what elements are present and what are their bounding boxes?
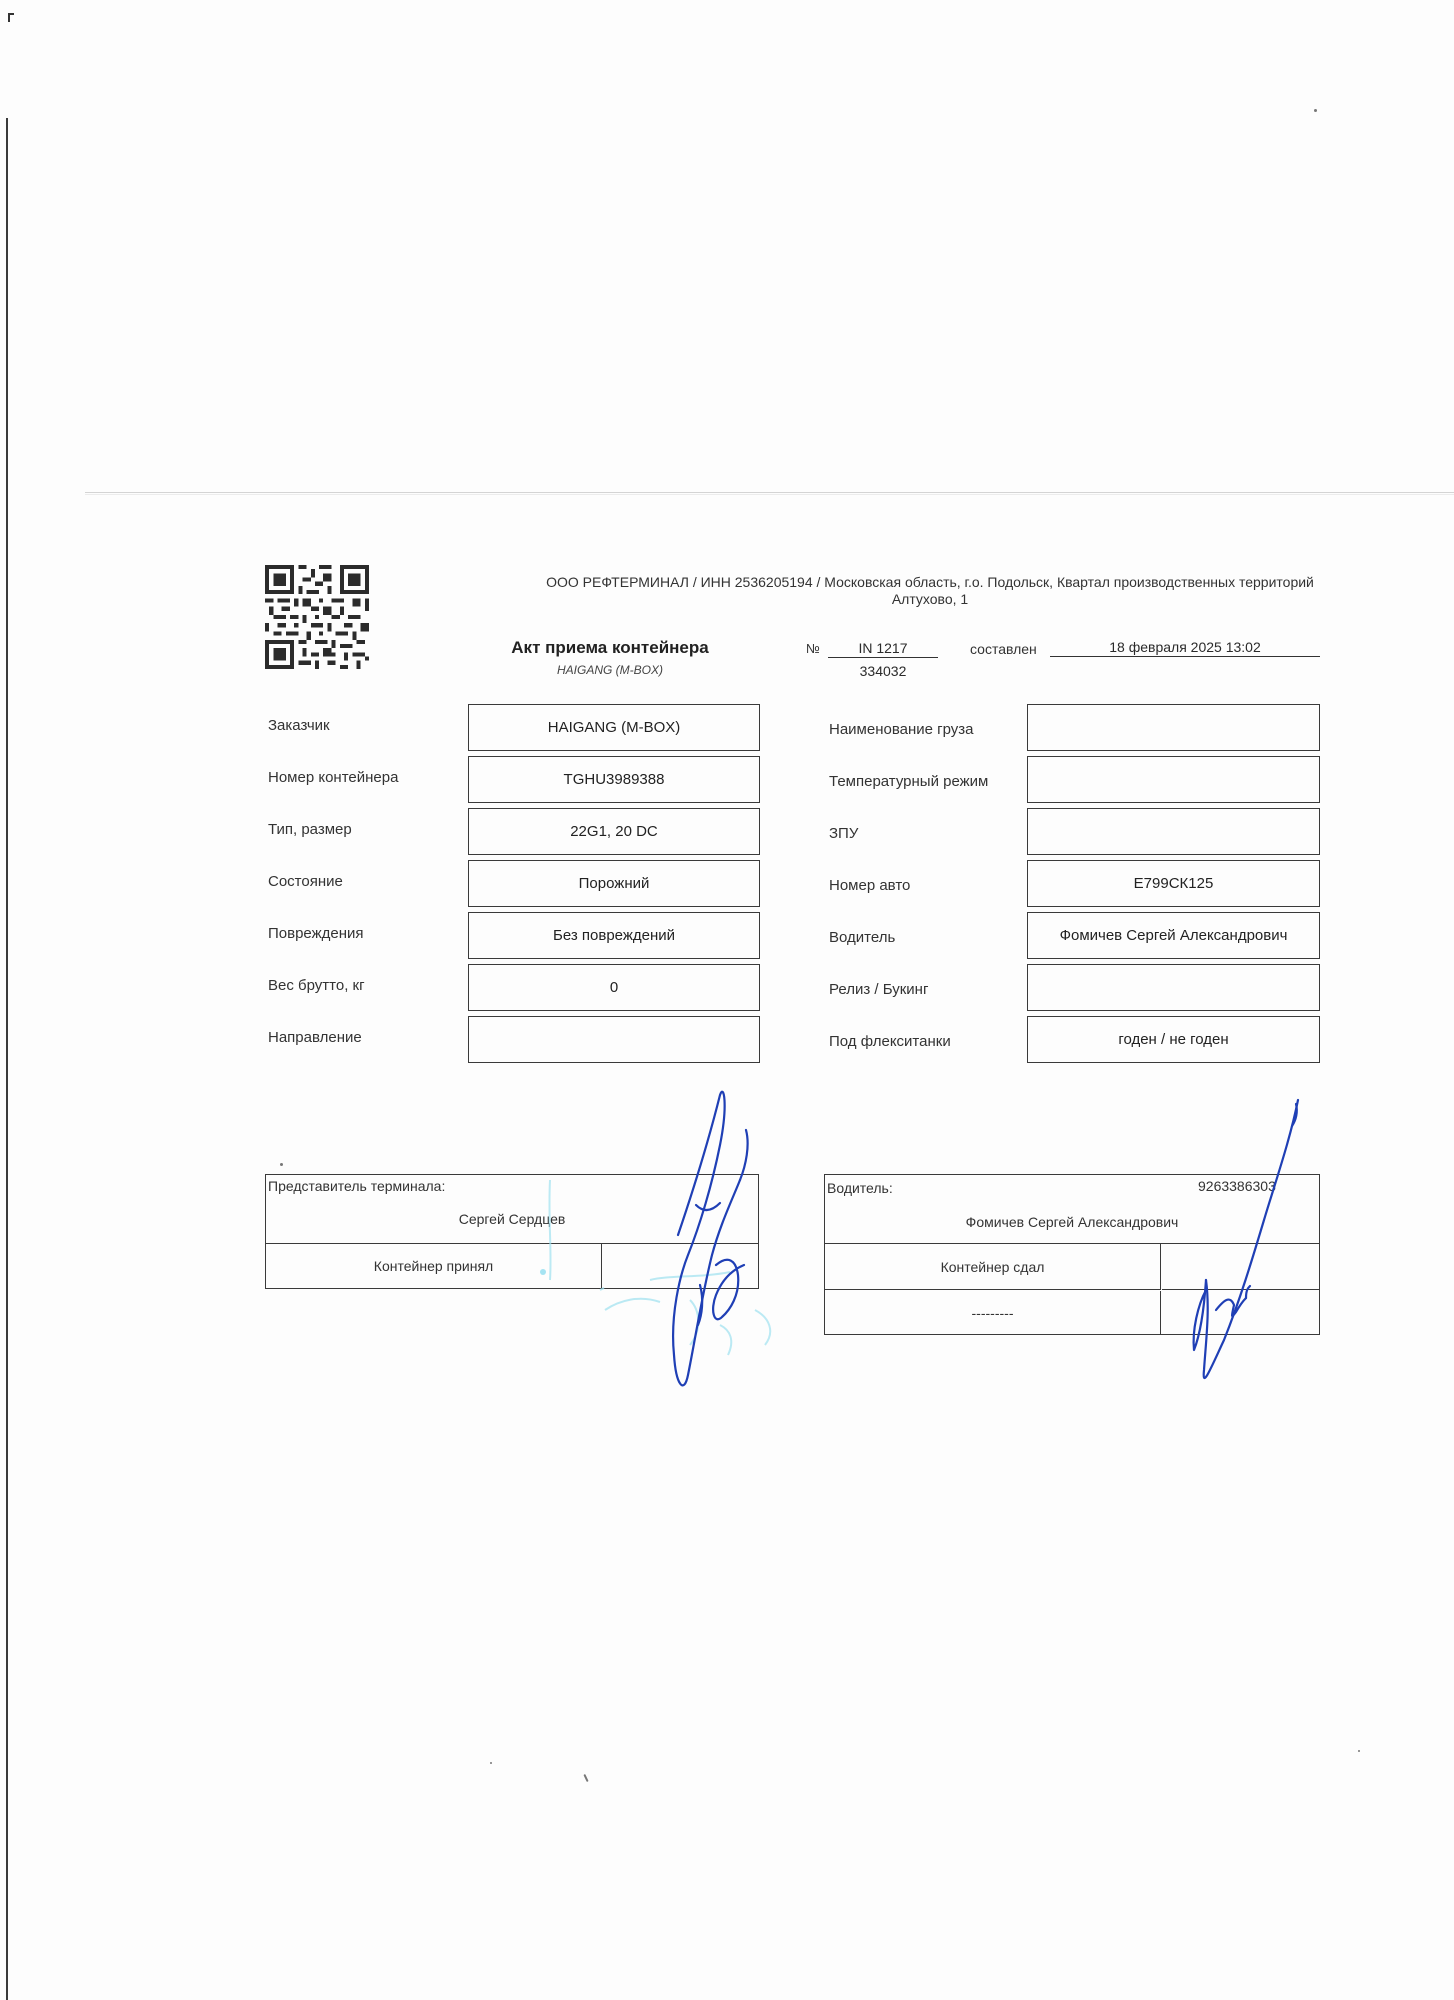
field-value-vehicle-number: Е799СК125 — [1027, 860, 1320, 907]
composed-label: составлен — [970, 641, 1037, 657]
field-value-cargo-name — [1027, 704, 1320, 751]
driver-cell — [825, 1175, 1319, 1244]
driver-phone: 9263386303 — [1198, 1178, 1276, 1194]
field-label-seal: ЗПУ — [829, 825, 859, 842]
field-label-direction: Направление — [268, 1029, 362, 1046]
field-label-cargo-name: Наименование груза — [829, 721, 974, 738]
field-value-direction — [468, 1016, 760, 1063]
field-value-gross-weight: 0 — [468, 964, 760, 1011]
field-label-damage: Повреждения — [268, 925, 364, 942]
field-value-flexitank: годен / не годен — [1027, 1016, 1320, 1063]
field-label-temperature: Температурный режим — [829, 773, 989, 790]
field-value-seal — [1027, 808, 1320, 855]
field-value-condition: Порожний — [468, 860, 760, 907]
terminal-signature-cell — [603, 1244, 758, 1288]
terminal-representative-cell — [266, 1175, 758, 1244]
field-label-vehicle-number: Номер авто — [829, 877, 911, 894]
terminal-representative-name: Сергей Сердцев — [458, 1211, 566, 1227]
scan-speck — [1314, 109, 1317, 112]
document-subtitle: HAIGANG (M-BOX) — [556, 663, 663, 677]
driver-extra-signature-cell — [1162, 1291, 1319, 1334]
act-number-sign: № — [806, 641, 820, 656]
driver-name: Фомичев Сергей Александрович — [965, 1214, 1179, 1230]
field-label-condition: Состояние — [268, 873, 343, 890]
scan-corner-mark — [8, 13, 14, 22]
field-label-driver: Водитель — [829, 929, 896, 946]
act-number: IN 1217 — [828, 640, 938, 658]
company-line-1: ООО РЕФТЕРМИНАЛ / ИНН 2536205194 / Московская область, г.о. Подольск, Квартал производственных территорий — [546, 574, 1314, 590]
company-line-2: Алтухово, 1 — [891, 591, 969, 607]
container-handed-over-label: Контейнер сдал — [940, 1258, 1045, 1275]
scan-speck — [583, 1774, 588, 1782]
page-fold-line — [85, 492, 1454, 493]
driver-label: Водитель: — [827, 1180, 893, 1196]
field-label-customer: Заказчик — [268, 717, 330, 734]
container-accepted-cell — [266, 1244, 602, 1288]
field-label-flexitank: Под флекситанки — [829, 1033, 951, 1050]
qr-code-icon — [265, 565, 369, 669]
field-value-release-booking — [1027, 964, 1320, 1011]
act-number-extra: 334032 — [859, 663, 907, 679]
driver-signature-table — [824, 1174, 1320, 1335]
scan-speck — [1358, 1750, 1360, 1752]
field-label-release-booking: Релиз / Букинг — [829, 981, 929, 998]
scan-left-edge — [6, 118, 8, 2000]
terminal-signature-table — [265, 1174, 759, 1289]
field-value-damage: Без повреждений — [468, 912, 760, 959]
field-value-type-size: 22G1, 20 DC — [468, 808, 760, 855]
driver-extra-cell — [825, 1291, 1161, 1334]
scan-speck — [280, 1163, 283, 1166]
field-label-container-number: Номер контейнера — [268, 769, 399, 786]
company-header — [460, 574, 1400, 608]
field-label-type-size: Тип, размер — [268, 821, 352, 838]
field-value-temperature — [1027, 756, 1320, 803]
scan-speck — [490, 1762, 492, 1764]
container-accepted-label: Контейнер принял — [373, 1258, 494, 1274]
field-value-container-number: TGHU3989388 — [468, 756, 760, 803]
document-title: Акт приема контейнера — [511, 638, 709, 657]
container-handed-over-cell — [825, 1244, 1161, 1290]
driver-signature-cell — [1162, 1244, 1319, 1290]
field-value-customer: HAIGANG (M-BOX) — [468, 704, 760, 751]
field-value-driver: Фомичев Сергей Александрович — [1027, 912, 1320, 959]
terminal-representative-label: Представитель терминала: — [268, 1178, 446, 1194]
driver-extra-value: --------- — [971, 1304, 1014, 1321]
field-label-gross-weight: Вес брутто, кг — [268, 977, 365, 994]
composed-date: 18 февраля 2025 13:02 — [1050, 639, 1320, 657]
